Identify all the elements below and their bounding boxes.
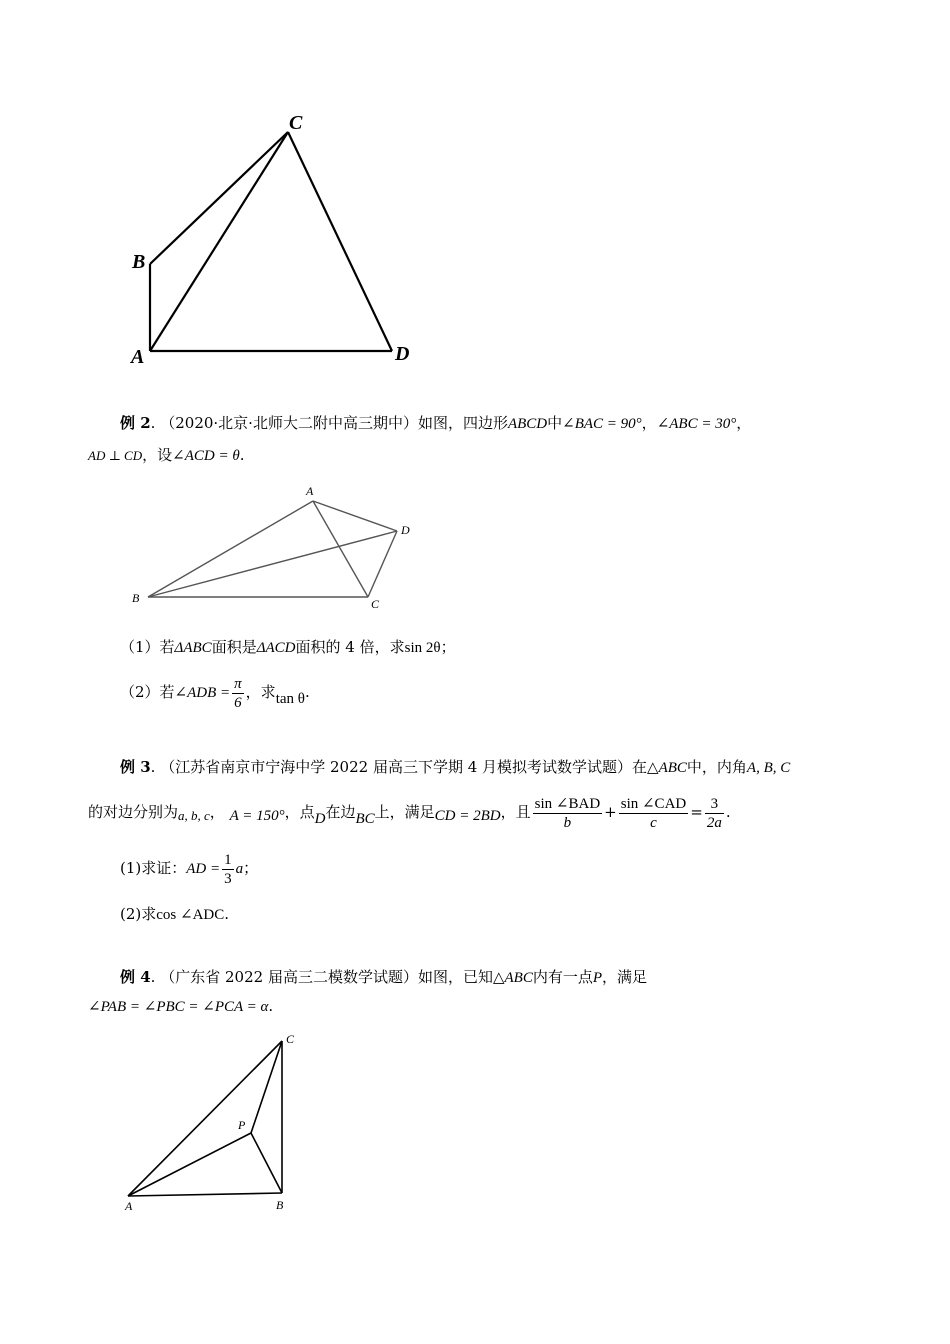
example-2-line-1: 例 2. （2020·北京·北师大二附中高三期中）如图，四边形ABCD中∠BAC = 90°，∠ABC = 30°， — [120, 414, 752, 432]
example-2-question-1: （1）若ΔABC面积是ΔACD面积的 4 倍，求sin 2θ； — [120, 638, 456, 656]
fraction-3-over-2a: $\frac{3}{2a}$ — [706, 795, 722, 831]
example-4-label: 例 4 — [120, 968, 151, 986]
fig3-label-b: B — [276, 1198, 284, 1212]
example-2-question-2: （2）若∠ADB = $\frac{\pi}{6}$ ，求tan θ. — [120, 675, 310, 711]
condition-acd-theta: ∠ACD = θ — [172, 448, 240, 464]
fig2-label-c: C — [371, 597, 380, 611]
example-3-label: 例 3 — [120, 758, 151, 776]
fig3-label-p: P — [238, 1118, 246, 1132]
fraction-pi-over-6: $\frac{\pi}{6}$ — [234, 675, 242, 711]
condition-abc: ∠ABC = 30° — [656, 416, 737, 432]
fig1-label-d: D — [395, 343, 410, 365]
segment-ab — [128, 1193, 282, 1196]
fraction-sin-bad-over-b: $\frac{\text{sin ∠BAD}}{b}$ — [534, 795, 601, 831]
fig2-label-a: A — [306, 484, 314, 498]
example-3-question-1: (1)求证：AD = $\frac{1}{3}$ a； — [120, 851, 259, 887]
condition-equal-angles: ∠PAB = ∠PBC = ∠PCA = α — [88, 999, 269, 1015]
example-3-line-1: 例 3. （江苏省南京市宁海中学 2022 届高三下学期 4 月模拟考试数学试题）在△ABC中，内角A, B, C — [120, 758, 791, 776]
fig1-label-b: B — [132, 251, 146, 273]
fig1-label-c: C — [289, 112, 303, 134]
example-2-line-2: AD ⊥ CD，设∠ACD = θ. — [88, 446, 245, 464]
segment-pb — [251, 1133, 282, 1193]
condition-bac: ∠BAC = 90° — [562, 416, 642, 432]
fig1-label-a: A — [131, 346, 145, 368]
segment-pc — [251, 1041, 282, 1133]
example-3-source: （江苏省南京市宁海中学 2022 届高三下学期 4 月模拟考试数学试题）在 — [160, 758, 648, 776]
example-3-line-2: 的对边分别为a, b, c， A = 150°，点D在边BC上，满足CD = 2BD，且 $\frac{\text{sin ∠BAD}}{b}$ + $\frac{\text{sin ∠CAD}}{c}$ = $\frac{3}{2a}$ . — [88, 795, 731, 831]
condition-ad-perp-cd: AD ⊥ CD — [88, 448, 143, 463]
fraction-sin-cad-over-c: $\frac{\text{sin ∠CAD}}{c}$ — [620, 795, 687, 831]
fraction-1-over-3: $\frac{1}{3}$ — [224, 851, 232, 887]
example-4-line-2: ∠PAB = ∠PBC = ∠PCA = α. — [88, 997, 274, 1015]
example-4-line-1: 例 4. （广东省 2022 届高三二模数学试题）如图，已知△ABC内有一点P，满足 — [120, 968, 648, 986]
segment-ac — [128, 1041, 282, 1196]
segment-ap — [128, 1133, 251, 1196]
example-3-question-2: (2)求cos ∠ADC. — [120, 905, 230, 923]
fig2-label-d: D — [401, 523, 410, 537]
fig3-label-c: C — [286, 1032, 295, 1046]
example-2-label: 例 2 — [120, 414, 151, 432]
example-4-source: （广东省 2022 届高三二模数学试题）如图，已知 — [160, 968, 493, 986]
example-2-source: （2020·北京·北师大二附中高三期中）如图，四边形 — [160, 414, 508, 432]
fig2-label-b: B — [132, 591, 140, 605]
fig3-label-a: A — [125, 1199, 133, 1213]
